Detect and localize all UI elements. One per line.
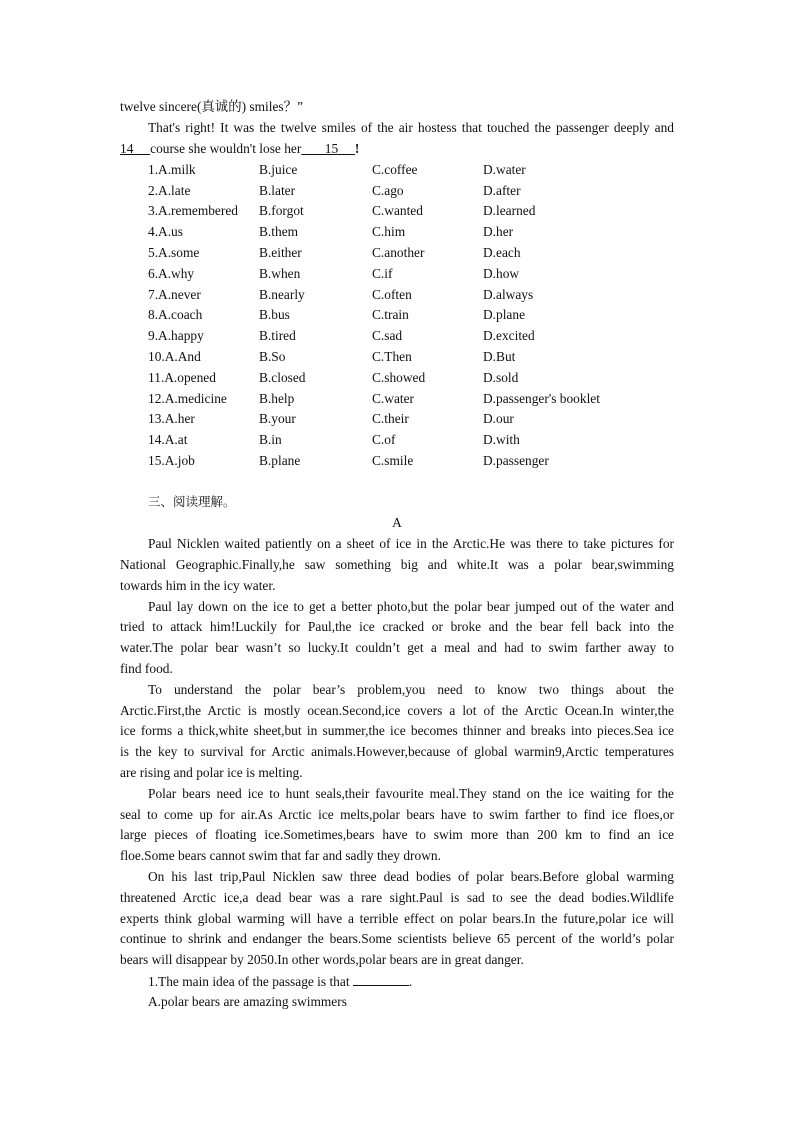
option-b: B.nearly bbox=[259, 287, 305, 302]
passage-line: threatened Arctic ice,a dead bear was a rare sight.Paul is sad to see the dead bodies.Wildlife bbox=[120, 890, 674, 905]
option-a: 7.A.never bbox=[148, 287, 201, 302]
option-d: D.learned bbox=[483, 203, 536, 218]
passage-line: is the key to survival for Arctic animals.However,because of global warmin9,Arctic temperatures bbox=[120, 744, 674, 759]
section-heading: 三、阅读理解。 bbox=[148, 494, 236, 509]
passage-label: A bbox=[392, 515, 402, 530]
option-a: 12.A.medicine bbox=[148, 391, 227, 406]
option-d: D.passenger bbox=[483, 453, 549, 468]
passage-line: ice forms a thick,white sheet,but in summer,the ice becomes thinner and breaks into pieces.Sea ice bbox=[120, 723, 674, 738]
option-c: C.Then bbox=[372, 349, 412, 364]
option-c: C.of bbox=[372, 432, 396, 447]
passage-line: towards him in the icy water. bbox=[120, 578, 276, 593]
cloze-line-3-end: ! bbox=[354, 141, 360, 156]
option-c: C.smile bbox=[372, 453, 414, 468]
blank-15 bbox=[301, 141, 355, 156]
question-1 bbox=[148, 971, 412, 993]
option-c: C.their bbox=[372, 411, 409, 426]
option-d: D.But bbox=[483, 349, 516, 364]
option-a: 3.A.remembered bbox=[148, 203, 238, 218]
blank-15-number: 15 bbox=[324, 141, 339, 156]
option-c: C.sad bbox=[372, 328, 403, 343]
passage-line: continue to shrink and endanger the bears.Some scientists believe 65 percent of the world’s polar bbox=[120, 931, 674, 946]
option-a: 10.A.And bbox=[148, 349, 201, 364]
option-b: B.So bbox=[259, 349, 286, 364]
blank-14 bbox=[120, 141, 150, 156]
passage-line: large pieces of floating ice.Sometimes,bears have to swim more than 200 km to find an ice bbox=[120, 827, 674, 842]
passage-line: bears will disappear by 2050.In other words,polar bears are in great danger. bbox=[120, 952, 524, 967]
option-c: C.coffee bbox=[372, 162, 418, 177]
passage-line: Paul lay down on the ice to get a better photo,but the polar bear jumped out of the water and bbox=[148, 599, 674, 614]
option-c: C.showed bbox=[372, 370, 426, 385]
cloze-line-2: That's right! It was the twelve smiles of the air hostess that touched the passenger deeply and bbox=[148, 120, 674, 135]
passage-line: Arctic.First,the Arctic is mostly ocean.Second,ice covers a lot of the Arctic Ocean.In winter,the bbox=[120, 703, 674, 718]
passage-line: water.The polar bear wasn’t so lucky.It couldn’t get a meal and had to swim farther away to bbox=[120, 640, 674, 655]
option-a: 1.A.milk bbox=[148, 162, 196, 177]
option-c: C.another bbox=[372, 245, 425, 260]
option-b: B.closed bbox=[259, 370, 306, 385]
option-c: C.ago bbox=[372, 183, 404, 198]
passage-line: floe.Some bears cannot swim that far and sadly they drown. bbox=[120, 848, 441, 863]
passage-line: To understand the polar bear’s problem,you need to know two things about the bbox=[148, 682, 674, 697]
option-d: D.each bbox=[483, 245, 521, 260]
passage-line: tried to attack him!Luckily for Paul,the ice cracked or broke and the bear fell back into the bbox=[120, 619, 674, 634]
cloze-line-1 bbox=[120, 97, 303, 118]
passage-line: are rising and polar ice is melting. bbox=[120, 765, 303, 780]
option-b: B.them bbox=[259, 224, 299, 239]
option-b: B.later bbox=[259, 183, 296, 198]
passage-line: seal to come up for air.As Arctic ice melts,polar bears have to swim farther to find ice floes,or bbox=[120, 807, 674, 822]
option-b: B.either bbox=[259, 245, 302, 260]
option-a: 11.A.opened bbox=[148, 370, 216, 385]
answer-blank bbox=[353, 971, 409, 986]
option-d: D.excited bbox=[483, 328, 535, 343]
passage-line: National Geographic.Finally,he saw something big and white.It was a polar bear,swimming bbox=[120, 557, 674, 572]
option-a: 13.A.her bbox=[148, 411, 195, 426]
option-c: C.if bbox=[372, 266, 393, 281]
option-b: B.forgot bbox=[259, 203, 304, 218]
option-a: 2.A.late bbox=[148, 183, 191, 198]
option-b: B.bus bbox=[259, 307, 290, 322]
cloze-line-3-mid: course she wouldn't lose her bbox=[150, 141, 302, 156]
option-b: B.juice bbox=[259, 162, 298, 177]
option-c: C.water bbox=[372, 391, 415, 406]
option-a: 14.A.at bbox=[148, 432, 188, 447]
passage-line: Paul Nicklen waited patiently on a sheet of ice in the Arctic.He was there to take pictures for bbox=[148, 536, 674, 551]
passage-line: On his last trip,Paul Nicklen saw three dead bodies of polar bears.Before global warming bbox=[148, 869, 674, 884]
option-d: D.always bbox=[483, 287, 534, 302]
option-a: 4.A.us bbox=[148, 224, 183, 239]
option-d: D.how bbox=[483, 266, 520, 281]
option-d: D.her bbox=[483, 224, 514, 239]
option-d: D.plane bbox=[483, 307, 526, 322]
option-a: 5.A.some bbox=[148, 245, 200, 260]
question-1-stem-end: . bbox=[408, 974, 413, 989]
option-b: B.in bbox=[259, 432, 282, 447]
option-d: D.water bbox=[483, 162, 526, 177]
cloze-line-3 bbox=[120, 139, 359, 160]
option-d: D.sold bbox=[483, 370, 519, 385]
option-a: 8.A.coach bbox=[148, 307, 203, 322]
option-d: D.after bbox=[483, 183, 521, 198]
blank-14-number: 14 bbox=[120, 141, 134, 156]
option-d: D.our bbox=[483, 411, 514, 426]
question-1-stem: 1.The main idea of the passage is that bbox=[148, 974, 350, 989]
option-b: B.when bbox=[259, 266, 301, 281]
option-c: C.often bbox=[372, 287, 412, 302]
question-1-option-a: A.polar bears are amazing swimmers bbox=[148, 994, 347, 1009]
cloze-line-1-text: twelve sincere(真诚的) smiles？” bbox=[120, 99, 303, 114]
passage-line: Polar bears need ice to hunt seals,their favourite meal.They stand on the ice waiting for the bbox=[148, 786, 674, 801]
option-b: B.help bbox=[259, 391, 295, 406]
option-d: D.passenger's booklet bbox=[483, 391, 600, 406]
option-a: 6.A.why bbox=[148, 266, 195, 281]
option-a: 9.A.happy bbox=[148, 328, 204, 343]
option-b: B.plane bbox=[259, 453, 301, 468]
option-c: C.him bbox=[372, 224, 406, 239]
option-a: 15.A.job bbox=[148, 453, 195, 468]
option-c: C.wanted bbox=[372, 203, 423, 218]
passage-line: experts think global warming will have a terrible effect on polar bears.In the future,polar ice will bbox=[120, 911, 674, 926]
option-c: C.train bbox=[372, 307, 409, 322]
option-b: B.your bbox=[259, 411, 296, 426]
option-b: B.tired bbox=[259, 328, 296, 343]
option-d: D.with bbox=[483, 432, 520, 447]
passage-line: find food. bbox=[120, 661, 173, 676]
